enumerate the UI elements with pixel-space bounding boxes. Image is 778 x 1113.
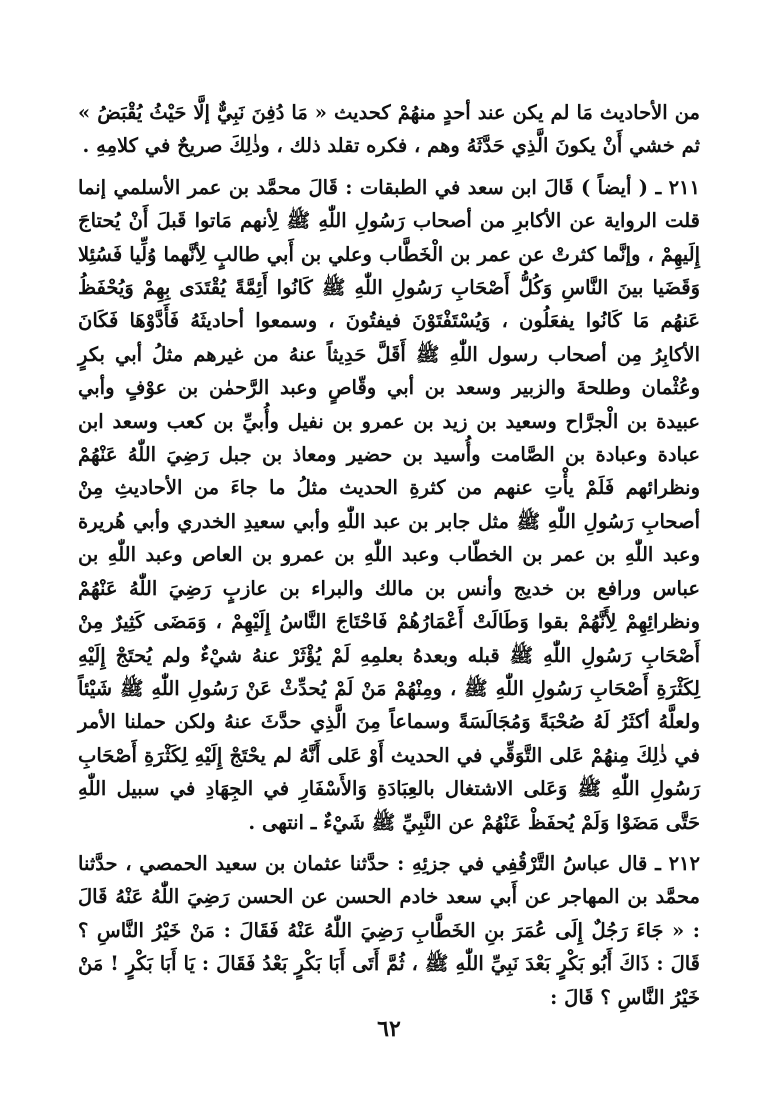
paragraph-gap (78, 163, 700, 171)
page-number: ٦٢ (377, 1016, 401, 1042)
entry-211 (78, 171, 700, 839)
entry-212-text: قال عباسُ التَّرْقُفِي في جزئِهِ : حدَّثنا عثمان بن سعيد الحمصي ، حدَّثنا محمَّد بن المهاجر عن أَبي سعد خادم الحسن عن الحسن رَضِيَ اللّٰهُ عَنْهُ قَالَ : « جَاءَ رَجُلٌ إِلَى عُمَرَ بنِ الخَطَّابِ رَضِيَ اللّٰهُ عَنْهُ فَقَالَ : مَنْ خَيْرُ النَّاسِ ؟ قَالَ : ذَاكَ أَبُو بَكْرٍ بَعْدَ نَبِيِّ اللّٰهِ ﷺ ، ثُمَّ أَتَى أَبَا بَكْرٍ بَعْدُ فَقَالَ : يَا أَبَا بَكْرٍ ! مَنْ خَيْرُ النَّاسِ ؟ قَالَ : (78, 851, 700, 1009)
page-body (78, 96, 700, 1014)
intro-paragraph: من الأحاديث مَا لم يكن عند أحدٍ منهُمْ كحديث « مَا دُفِنَ نَبِيٌّ إلَّا حَيْثُ يُقْبَضُ » ثم خشي أَنْ يكونَ الَّذِي حَدَّثَهُ وهم ، فكره تقلد ذلك ، وذٰلِكَ صريحٌ في كلامِهِ . (78, 101, 700, 158)
entry-212-number: ٢١٢ ـ (655, 851, 700, 875)
entry-211-text: ( أيضاً ) قَالَ ابن سعد في الطبقات : قَالَ محمَّد بن عمر الأسلمي إنما قلت الرواية عن الأكابرِ من أصحاب رَسُولِ اللّٰهِ ﷺ لِأنهم مَاتوا قَبلَ أَنْ يُحتاجَ إِلَيهِمْ ، وإنَّما كثرتْ عن عمر بن الْخَطَّاب وعلي بن أَبي طالبٍ لِأنَّهما وُلِّيا فَسُئِلا وَقَضَيا بينَ النَّاسِ وَكُلُّ أَصْحَابِ رَسُولِ اللّٰهِ ﷺ كَانُوا أَئِمَّةً يُقْتَدَى بِهِمْ وَيُحْفَظُ عَنهُم مَا كَانُوا يفعَلُون ، وَيُسْتَفْتَوْنَ فيفتُونَ ، وسمعوا أحاديثَهُ فَأَدَّوْهَا فَكَانَ الأكابِرُ مِن أصحاب رسول اللّٰهِ ﷺ أَقَلَّ حَدِيثاً عنهُ من غيرهم مثلُ أبي بكرٍ وعُثْمان وطلحةَ والزبير وسعد بن أبي وقّاصٍ وعبد الرَّحمٰن بن عوْفٍ وأبي عبيدة بن الْجرَّاح وسعيد بن زيد بن عمرو بن نفيل وأُبيِّ بن كعب وسعد ابن عبادة وعبادة بن الصَّامت وأُسيد بن حضير ومعاذ بن جبل رَضِيَ اللّٰهُ عَنْهُمْ ونظرائهم فَلَمْ يأْتِ عنهم من كثرةِ الحديث مثلُ ما جاءَ من الأحاديثِ مِنْ أصحابِ رَسُولِ اللّٰهِ ﷺ مثل جابر بن عبد اللّٰهِ وأبي سعيدِ الخدري وأبي هُريرة وعبد اللّٰهِ بن عمر بن الخطّاب وعبد اللّٰهِ بن عمرو بن العاص وعبد اللّٰهِ بن عباس ورافع بن خديج وأنس بن مالك والبراء بن عازبٍ رَضِيَ اللّٰهُ عَنْهُمْ ونظرائِهِمْ لِأَنَّهُمْ بقوا وَطَالَتْ أَعْمَارُهُمْ فَاحْتَاجَ النَّاسُ إِلَيْهِمْ ، وَمَضَى كَثِيرٌ مِنْ أَصْحَابِ رَسُولِ اللّٰهِ ﷺ قبله وبعدهُ بعلمِهِ لَمْ يُؤْثَرْ عنهُ شيْءٌ ولم يُحتَجْ إِلَيْهِ لِكَثْرَةِ أَصْحَابِ رَسُولِ اللّٰهِ ﷺ ، ومِنْهُمْ مَنْ لَمْ يُحدِّثْ عَنْ رَسُولِ اللّٰهِ ﷺ شَيْئاً ولعلَّهُ أكثَرُ لَهُ صُحْبَةً وَمُجَالَسَةً وسماعاً مِنَ الَّذِي حدَّثَ عنهُ ولكن حملنا الأمر في ذٰلِكَ مِنهُمْ عَلى التَّوَقِّي في الحديث أَوْ عَلى أَنَّهُ لم يحْتَجْ إِلَيْهِ لِكَثْرَةِ أَصْحَابِ رَسُولِ اللّٰهِ ﷺ وَعَلى الاشتغال بالعِبَادَةِ وَالأَسْفَارِ في الجِهَادِ في سبيل اللّٰهِ حَتَّى مَضَوْا وَلَمْ يُحفَظْ عَنْهُمْ عن النَّبِيِّ ﷺ شَيْءٌ ـ انتهى . (78, 175, 700, 834)
paragraph-gap (78, 839, 700, 847)
entry-211-number: ٢١١ ـ (655, 175, 700, 199)
entry-212 (78, 847, 700, 1014)
